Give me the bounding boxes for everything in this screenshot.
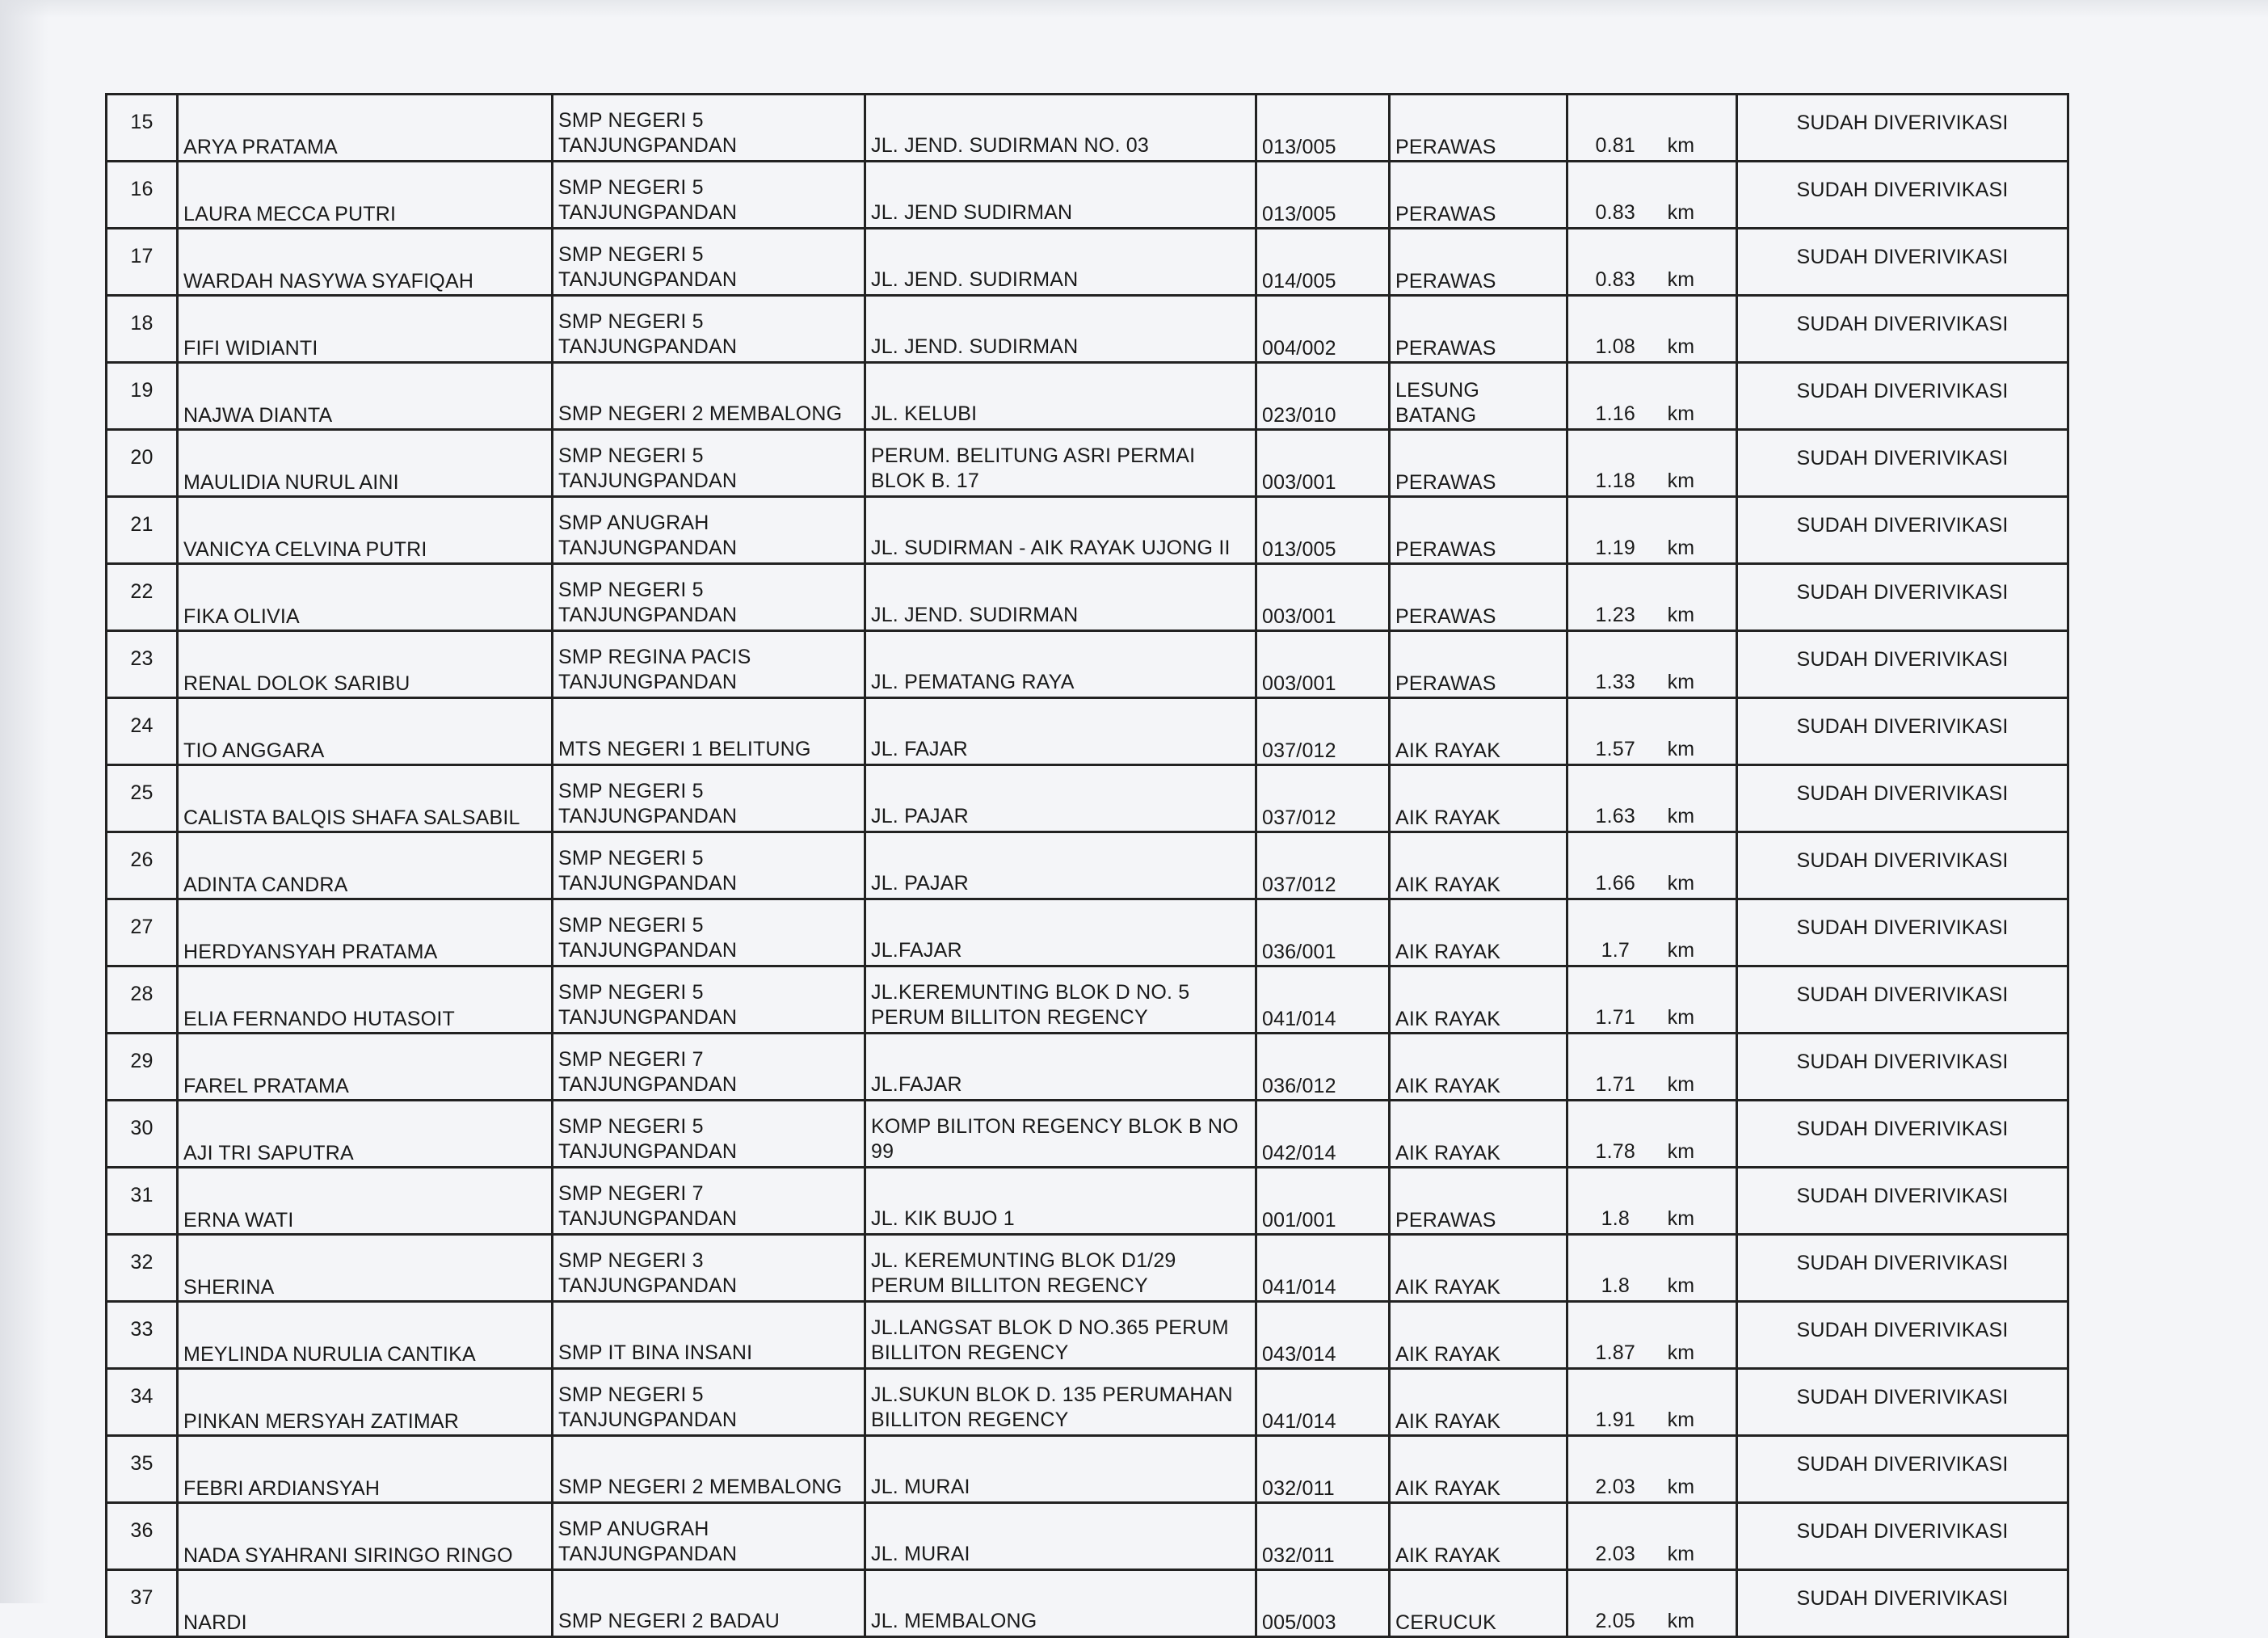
row-number: 30 <box>107 1101 178 1168</box>
address: JL. PEMATANG RAYA <box>865 631 1256 698</box>
distance-unit: km <box>1667 1006 1695 1029</box>
rt-rw: 043/014 <box>1256 1302 1390 1369</box>
distance-value: 2.05 <box>1595 1610 1636 1632</box>
table-row <box>107 430 2068 497</box>
school-name: SMP NEGERI 5 TANJUNGPANDAN <box>553 832 865 899</box>
distance-cell <box>1567 363 1737 430</box>
table-row <box>107 1436 2068 1503</box>
rt-rw: 037/012 <box>1256 698 1390 765</box>
school-name: SMP NEGERI 7 TANJUNGPANDAN <box>553 1168 865 1235</box>
rt-rw: 032/011 <box>1256 1503 1390 1570</box>
table-row <box>107 564 2068 631</box>
address: JL. KELUBI <box>865 363 1256 430</box>
rt-rw: 003/001 <box>1256 564 1390 631</box>
student-name: MAULIDIA NURUL AINI <box>178 430 553 497</box>
distance-wrap <box>1568 431 1736 495</box>
address: JL. SUDIRMAN - AIK RAYAK UJONG II <box>865 497 1256 564</box>
distance-cell <box>1567 1168 1737 1235</box>
table-row <box>107 162 2068 229</box>
student-name: HERDYANSYAH PRATAMA <box>178 899 553 966</box>
school-name: SMP NEGERI 5 TANJUNGPANDAN <box>553 430 865 497</box>
distance-wrap <box>1568 297 1736 361</box>
student-name: LAURA MECCA PUTRI <box>178 162 553 229</box>
distance-unit: km <box>1667 1140 1695 1163</box>
table-body <box>107 95 2068 1637</box>
distance-cell <box>1567 296 1737 363</box>
rt-rw: 003/001 <box>1256 631 1390 698</box>
distance-value: 0.81 <box>1595 134 1636 157</box>
scan-edge-left <box>0 0 48 1603</box>
address: JL. JEND. SUDIRMAN <box>865 229 1256 296</box>
distance-wrap <box>1568 1504 1736 1569</box>
address: JL. JEND. SUDIRMAN <box>865 564 1256 631</box>
verification-status: SUDAH DIVERIVIKASI <box>1737 363 2068 430</box>
verification-status: SUDAH DIVERIVIKASI <box>1737 899 2068 966</box>
row-number: 25 <box>107 765 178 832</box>
table-row <box>107 966 2068 1034</box>
student-name: FEBRI ARDIANSYAH <box>178 1436 553 1503</box>
verification-status: SUDAH DIVERIVIKASI <box>1737 296 2068 363</box>
distance-unit: km <box>1667 402 1695 425</box>
address: JL. FAJAR <box>865 698 1256 765</box>
table-row <box>107 229 2068 296</box>
table-row <box>107 832 2068 899</box>
rt-rw: 003/001 <box>1256 430 1390 497</box>
school-name: SMP NEGERI 5 TANJUNGPANDAN <box>553 95 865 162</box>
table-row <box>107 497 2068 564</box>
rt-rw: 037/012 <box>1256 832 1390 899</box>
school-name: SMP ANUGRAH TANJUNGPANDAN <box>553 1503 865 1570</box>
verification-status: SUDAH DIVERIVIKASI <box>1737 1570 2068 1637</box>
distance-wrap <box>1568 1101 1736 1166</box>
verification-status: SUDAH DIVERIVIKASI <box>1737 1302 2068 1369</box>
verification-status: SUDAH DIVERIVIKASI <box>1737 966 2068 1034</box>
kelurahan: PERAWAS <box>1390 1168 1567 1235</box>
distance-unit: km <box>1667 537 1695 559</box>
kelurahan: PERAWAS <box>1390 229 1567 296</box>
distance-wrap <box>1568 565 1736 630</box>
verification-status: SUDAH DIVERIVIKASI <box>1737 564 2068 631</box>
table-row <box>107 765 2068 832</box>
distance-value: 1.18 <box>1595 470 1636 492</box>
kelurahan: PERAWAS <box>1390 430 1567 497</box>
distance-cell <box>1567 1503 1737 1570</box>
address: JL.KEREMUNTING BLOK D NO. 5 PERUM BILLITON REGENCY <box>865 966 1256 1034</box>
school-name: SMP ANUGRAH TANJUNGPANDAN <box>553 497 865 564</box>
rt-rw: 036/001 <box>1256 899 1390 966</box>
distance-cell <box>1567 1436 1737 1503</box>
verification-status: SUDAH DIVERIVIKASI <box>1737 497 2068 564</box>
table-row <box>107 1570 2068 1637</box>
distance-value: 1.91 <box>1595 1409 1636 1431</box>
row-number: 27 <box>107 899 178 966</box>
distance-wrap <box>1568 1303 1736 1367</box>
verification-status: SUDAH DIVERIVIKASI <box>1737 430 2068 497</box>
distance-value: 1.33 <box>1595 671 1636 693</box>
row-number: 26 <box>107 832 178 899</box>
address: JL. JEND. SUDIRMAN <box>865 296 1256 363</box>
row-number: 16 <box>107 162 178 229</box>
distance-unit: km <box>1667 1409 1695 1431</box>
kelurahan: AIK RAYAK <box>1390 1235 1567 1302</box>
row-number: 15 <box>107 95 178 162</box>
kelurahan: AIK RAYAK <box>1390 966 1567 1034</box>
row-number: 32 <box>107 1235 178 1302</box>
distance-cell <box>1567 229 1737 296</box>
student-name: TIO ANGGARA <box>178 698 553 765</box>
distance-unit: km <box>1667 201 1695 224</box>
school-name: SMP NEGERI 5 TANJUNGPANDAN <box>553 1369 865 1436</box>
student-name: FIFI WIDIANTI <box>178 296 553 363</box>
distance-cell <box>1567 1034 1737 1101</box>
distance-value: 0.83 <box>1595 201 1636 224</box>
rt-rw: 004/002 <box>1256 296 1390 363</box>
distance-cell <box>1567 631 1737 698</box>
address: JL.FAJAR <box>865 1034 1256 1101</box>
school-name: SMP IT BINA INSANI <box>553 1302 865 1369</box>
student-name: AJI TRI SAPUTRA <box>178 1101 553 1168</box>
row-number: 29 <box>107 1034 178 1101</box>
school-name: SMP NEGERI 5 TANJUNGPANDAN <box>553 899 865 966</box>
address: PERUM. BELITUNG ASRI PERMAI BLOK B. 17 <box>865 430 1256 497</box>
kelurahan: PERAWAS <box>1390 162 1567 229</box>
distance-wrap <box>1568 1437 1736 1501</box>
distance-unit: km <box>1667 1610 1695 1632</box>
address: JL. PAJAR <box>865 765 1256 832</box>
student-name: FAREL PRATAMA <box>178 1034 553 1101</box>
address: JL. KEREMUNTING BLOK D1/29 PERUM BILLITON REGENCY <box>865 1235 1256 1302</box>
kelurahan: AIK RAYAK <box>1390 698 1567 765</box>
distance-wrap <box>1568 364 1736 428</box>
distance-wrap <box>1568 95 1736 160</box>
kelurahan: AIK RAYAK <box>1390 832 1567 899</box>
verification-status: SUDAH DIVERIVIKASI <box>1737 1369 2068 1436</box>
rt-rw: 005/003 <box>1256 1570 1390 1637</box>
table-row <box>107 899 2068 966</box>
rt-rw: 001/001 <box>1256 1168 1390 1235</box>
table-row <box>107 95 2068 162</box>
rt-rw: 037/012 <box>1256 765 1390 832</box>
school-name: MTS NEGERI 1 BELITUNG <box>553 698 865 765</box>
distance-value: 1.08 <box>1595 335 1636 358</box>
row-number: 35 <box>107 1436 178 1503</box>
rt-rw: 041/014 <box>1256 966 1390 1034</box>
table-row <box>107 1369 2068 1436</box>
row-number: 36 <box>107 1503 178 1570</box>
distance-unit: km <box>1667 1341 1695 1364</box>
verification-status: SUDAH DIVERIVIKASI <box>1737 229 2068 296</box>
table-row <box>107 296 2068 363</box>
kelurahan: AIK RAYAK <box>1390 1503 1567 1570</box>
distance-wrap <box>1568 699 1736 764</box>
distance-value: 2.03 <box>1595 1476 1636 1498</box>
kelurahan: AIK RAYAK <box>1390 1302 1567 1369</box>
distance-unit: km <box>1667 671 1695 693</box>
rt-rw: 013/005 <box>1256 497 1390 564</box>
distance-wrap <box>1568 498 1736 562</box>
kelurahan: AIK RAYAK <box>1390 1369 1567 1436</box>
table-row <box>107 1034 2068 1101</box>
verification-status: SUDAH DIVERIVIKASI <box>1737 162 2068 229</box>
verification-status: SUDAH DIVERIVIKASI <box>1737 1101 2068 1168</box>
table-row <box>107 1168 2068 1235</box>
kelurahan: PERAWAS <box>1390 95 1567 162</box>
row-number: 37 <box>107 1570 178 1637</box>
distance-wrap <box>1568 1370 1736 1434</box>
row-number: 22 <box>107 564 178 631</box>
kelurahan: PERAWAS <box>1390 631 1567 698</box>
school-name: SMP NEGERI 5 TANJUNGPANDAN <box>553 1101 865 1168</box>
rt-rw: 032/011 <box>1256 1436 1390 1503</box>
row-number: 19 <box>107 363 178 430</box>
distance-value: 1.66 <box>1595 872 1636 895</box>
distance-value: 0.83 <box>1595 268 1636 291</box>
student-name: WARDAH NASYWA SYAFIQAH <box>178 229 553 296</box>
distance-cell <box>1567 698 1737 765</box>
distance-cell <box>1567 95 1737 162</box>
school-name: SMP NEGERI 5 TANJUNGPANDAN <box>553 229 865 296</box>
distance-value: 1.87 <box>1595 1341 1636 1364</box>
distance-cell <box>1567 497 1737 564</box>
address: JL. PAJAR <box>865 832 1256 899</box>
row-number: 28 <box>107 966 178 1034</box>
student-name: CALISTA BALQIS SHAFA SALSABIL <box>178 765 553 832</box>
distance-value: 1.71 <box>1595 1006 1636 1029</box>
student-name: PINKAN MERSYAH ZATIMAR <box>178 1369 553 1436</box>
distance-wrap <box>1568 967 1736 1032</box>
address: JL.SUKUN BLOK D. 135 PERUMAHAN BILLITON REGENCY <box>865 1369 1256 1436</box>
student-name: ADINTA CANDRA <box>178 832 553 899</box>
kelurahan: AIK RAYAK <box>1390 1436 1567 1503</box>
school-name: SMP NEGERI 2 BADAU <box>553 1570 865 1637</box>
distance-unit: km <box>1667 872 1695 895</box>
row-number: 33 <box>107 1302 178 1369</box>
distance-cell <box>1567 564 1737 631</box>
school-name: SMP NEGERI 3 TANJUNGPANDAN <box>553 1235 865 1302</box>
student-name: NARDI <box>178 1570 553 1637</box>
school-name: SMP NEGERI 2 MEMBALONG <box>553 363 865 430</box>
distance-unit: km <box>1667 1073 1695 1096</box>
verification-status: SUDAH DIVERIVIKASI <box>1737 1034 2068 1101</box>
distance-cell <box>1567 765 1737 832</box>
table-row <box>107 1235 2068 1302</box>
row-number: 31 <box>107 1168 178 1235</box>
distance-cell <box>1567 1570 1737 1637</box>
student-name: ERNA WATI <box>178 1168 553 1235</box>
distance-cell <box>1567 430 1737 497</box>
school-name: SMP NEGERI 5 TANJUNGPANDAN <box>553 765 865 832</box>
verification-status: SUDAH DIVERIVIKASI <box>1737 832 2068 899</box>
distance-value: 1.7 <box>1601 939 1630 962</box>
verification-status: SUDAH DIVERIVIKASI <box>1737 698 2068 765</box>
distance-cell <box>1567 966 1737 1034</box>
distance-unit: km <box>1667 335 1695 358</box>
distance-value: 1.8 <box>1601 1207 1630 1230</box>
distance-wrap <box>1568 900 1736 965</box>
verification-status: SUDAH DIVERIVIKASI <box>1737 1503 2068 1570</box>
distance-wrap <box>1568 162 1736 227</box>
school-name: SMP NEGERI 5 TANJUNGPANDAN <box>553 296 865 363</box>
distance-wrap <box>1568 766 1736 831</box>
distance-wrap <box>1568 1236 1736 1300</box>
distance-unit: km <box>1667 604 1695 626</box>
address: JL. MEMBALONG <box>865 1570 1256 1637</box>
distance-wrap <box>1568 632 1736 697</box>
distance-unit: km <box>1667 805 1695 827</box>
distance-cell <box>1567 832 1737 899</box>
student-name: RENAL DOLOK SARIBU <box>178 631 553 698</box>
student-name: MEYLINDA NURULIA CANTIKA <box>178 1302 553 1369</box>
kelurahan: PERAWAS <box>1390 497 1567 564</box>
distance-value: 1.19 <box>1595 537 1636 559</box>
distance-cell <box>1567 899 1737 966</box>
kelurahan: AIK RAYAK <box>1390 765 1567 832</box>
table-row <box>107 1101 2068 1168</box>
distance-unit: km <box>1667 1476 1695 1498</box>
distance-value: 1.57 <box>1595 738 1636 760</box>
address: JL. JEND. SUDIRMAN NO. 03 <box>865 95 1256 162</box>
rt-rw: 023/010 <box>1256 363 1390 430</box>
distance-cell <box>1567 1101 1737 1168</box>
rt-rw: 036/012 <box>1256 1034 1390 1101</box>
verification-status: SUDAH DIVERIVIKASI <box>1737 95 2068 162</box>
scan-edge-top <box>0 0 2268 18</box>
table-row <box>107 363 2068 430</box>
distance-cell <box>1567 1302 1737 1369</box>
distance-value: 1.71 <box>1595 1073 1636 1096</box>
verification-status: SUDAH DIVERIVIKASI <box>1737 1168 2068 1235</box>
distance-unit: km <box>1667 470 1695 492</box>
distance-cell <box>1567 1369 1737 1436</box>
rt-rw: 042/014 <box>1256 1101 1390 1168</box>
student-name: SHERINA <box>178 1235 553 1302</box>
address: JL. JEND SUDIRMAN <box>865 162 1256 229</box>
rt-rw: 041/014 <box>1256 1235 1390 1302</box>
distance-unit: km <box>1667 738 1695 760</box>
row-number: 18 <box>107 296 178 363</box>
distance-value: 1.23 <box>1595 604 1636 626</box>
distance-wrap <box>1568 1168 1736 1233</box>
kelurahan: CERUCUK <box>1390 1570 1567 1637</box>
distance-cell <box>1567 162 1737 229</box>
distance-value: 1.16 <box>1595 402 1636 425</box>
address: JL.FAJAR <box>865 899 1256 966</box>
table-row <box>107 631 2068 698</box>
distance-value: 2.03 <box>1595 1543 1636 1565</box>
school-name: SMP NEGERI 2 MEMBALONG <box>553 1436 865 1503</box>
address: JL. MURAI <box>865 1436 1256 1503</box>
kelurahan: AIK RAYAK <box>1390 1034 1567 1101</box>
school-name: SMP REGINA PACIS TANJUNGPANDAN <box>553 631 865 698</box>
student-name: VANICYA CELVINA PUTRI <box>178 497 553 564</box>
school-name: SMP NEGERI 5 TANJUNGPANDAN <box>553 162 865 229</box>
address: JL.LANGSAT BLOK D NO.365 PERUM BILLITON REGENCY <box>865 1302 1256 1369</box>
address: JL. MURAI <box>865 1503 1256 1570</box>
student-name: NADA SYAHRANI SIRINGO RINGO <box>178 1503 553 1570</box>
table-row <box>107 1302 2068 1369</box>
school-name: SMP NEGERI 5 TANJUNGPANDAN <box>553 966 865 1034</box>
kelurahan: AIK RAYAK <box>1390 1101 1567 1168</box>
school-name: SMP NEGERI 5 TANJUNGPANDAN <box>553 564 865 631</box>
row-number: 17 <box>107 229 178 296</box>
distance-unit: km <box>1667 1274 1695 1297</box>
table-row <box>107 698 2068 765</box>
student-name: FIKA OLIVIA <box>178 564 553 631</box>
student-distance-table <box>105 93 2069 1638</box>
rt-rw: 041/014 <box>1256 1369 1390 1436</box>
row-number: 23 <box>107 631 178 698</box>
distance-wrap <box>1568 1571 1736 1636</box>
kelurahan: PERAWAS <box>1390 564 1567 631</box>
distance-unit: km <box>1667 268 1695 291</box>
verification-status: SUDAH DIVERIVIKASI <box>1737 631 2068 698</box>
verification-status: SUDAH DIVERIVIKASI <box>1737 1235 2068 1302</box>
verification-status: SUDAH DIVERIVIKASI <box>1737 765 2068 832</box>
address: KOMP BILITON REGENCY BLOK B NO 99 <box>865 1101 1256 1168</box>
rt-rw: 014/005 <box>1256 229 1390 296</box>
school-name: SMP NEGERI 7 TANJUNGPANDAN <box>553 1034 865 1101</box>
rt-rw: 013/005 <box>1256 162 1390 229</box>
student-name: ELIA FERNANDO HUTASOIT <box>178 966 553 1034</box>
kelurahan: AIK RAYAK <box>1390 899 1567 966</box>
row-number: 24 <box>107 698 178 765</box>
distance-unit: km <box>1667 939 1695 962</box>
distance-value: 1.8 <box>1601 1274 1630 1297</box>
row-number: 34 <box>107 1369 178 1436</box>
distance-wrap <box>1568 833 1736 898</box>
distance-unit: km <box>1667 1543 1695 1565</box>
kelurahan: PERAWAS <box>1390 296 1567 363</box>
table-row <box>107 1503 2068 1570</box>
distance-unit: km <box>1667 134 1695 157</box>
address: JL. KIK BUJO 1 <box>865 1168 1256 1235</box>
student-name: ARYA PRATAMA <box>178 95 553 162</box>
distance-wrap <box>1568 229 1736 294</box>
row-number: 20 <box>107 430 178 497</box>
distance-wrap <box>1568 1034 1736 1099</box>
distance-unit: km <box>1667 1207 1695 1230</box>
rt-rw: 013/005 <box>1256 95 1390 162</box>
verification-status: SUDAH DIVERIVIKASI <box>1737 1436 2068 1503</box>
student-name: NAJWA DIANTA <box>178 363 553 430</box>
distance-value: 1.78 <box>1595 1140 1636 1163</box>
distance-cell <box>1567 1235 1737 1302</box>
distance-value: 1.63 <box>1595 805 1636 827</box>
row-number: 21 <box>107 497 178 564</box>
kelurahan: LESUNG BATANG <box>1390 363 1567 430</box>
